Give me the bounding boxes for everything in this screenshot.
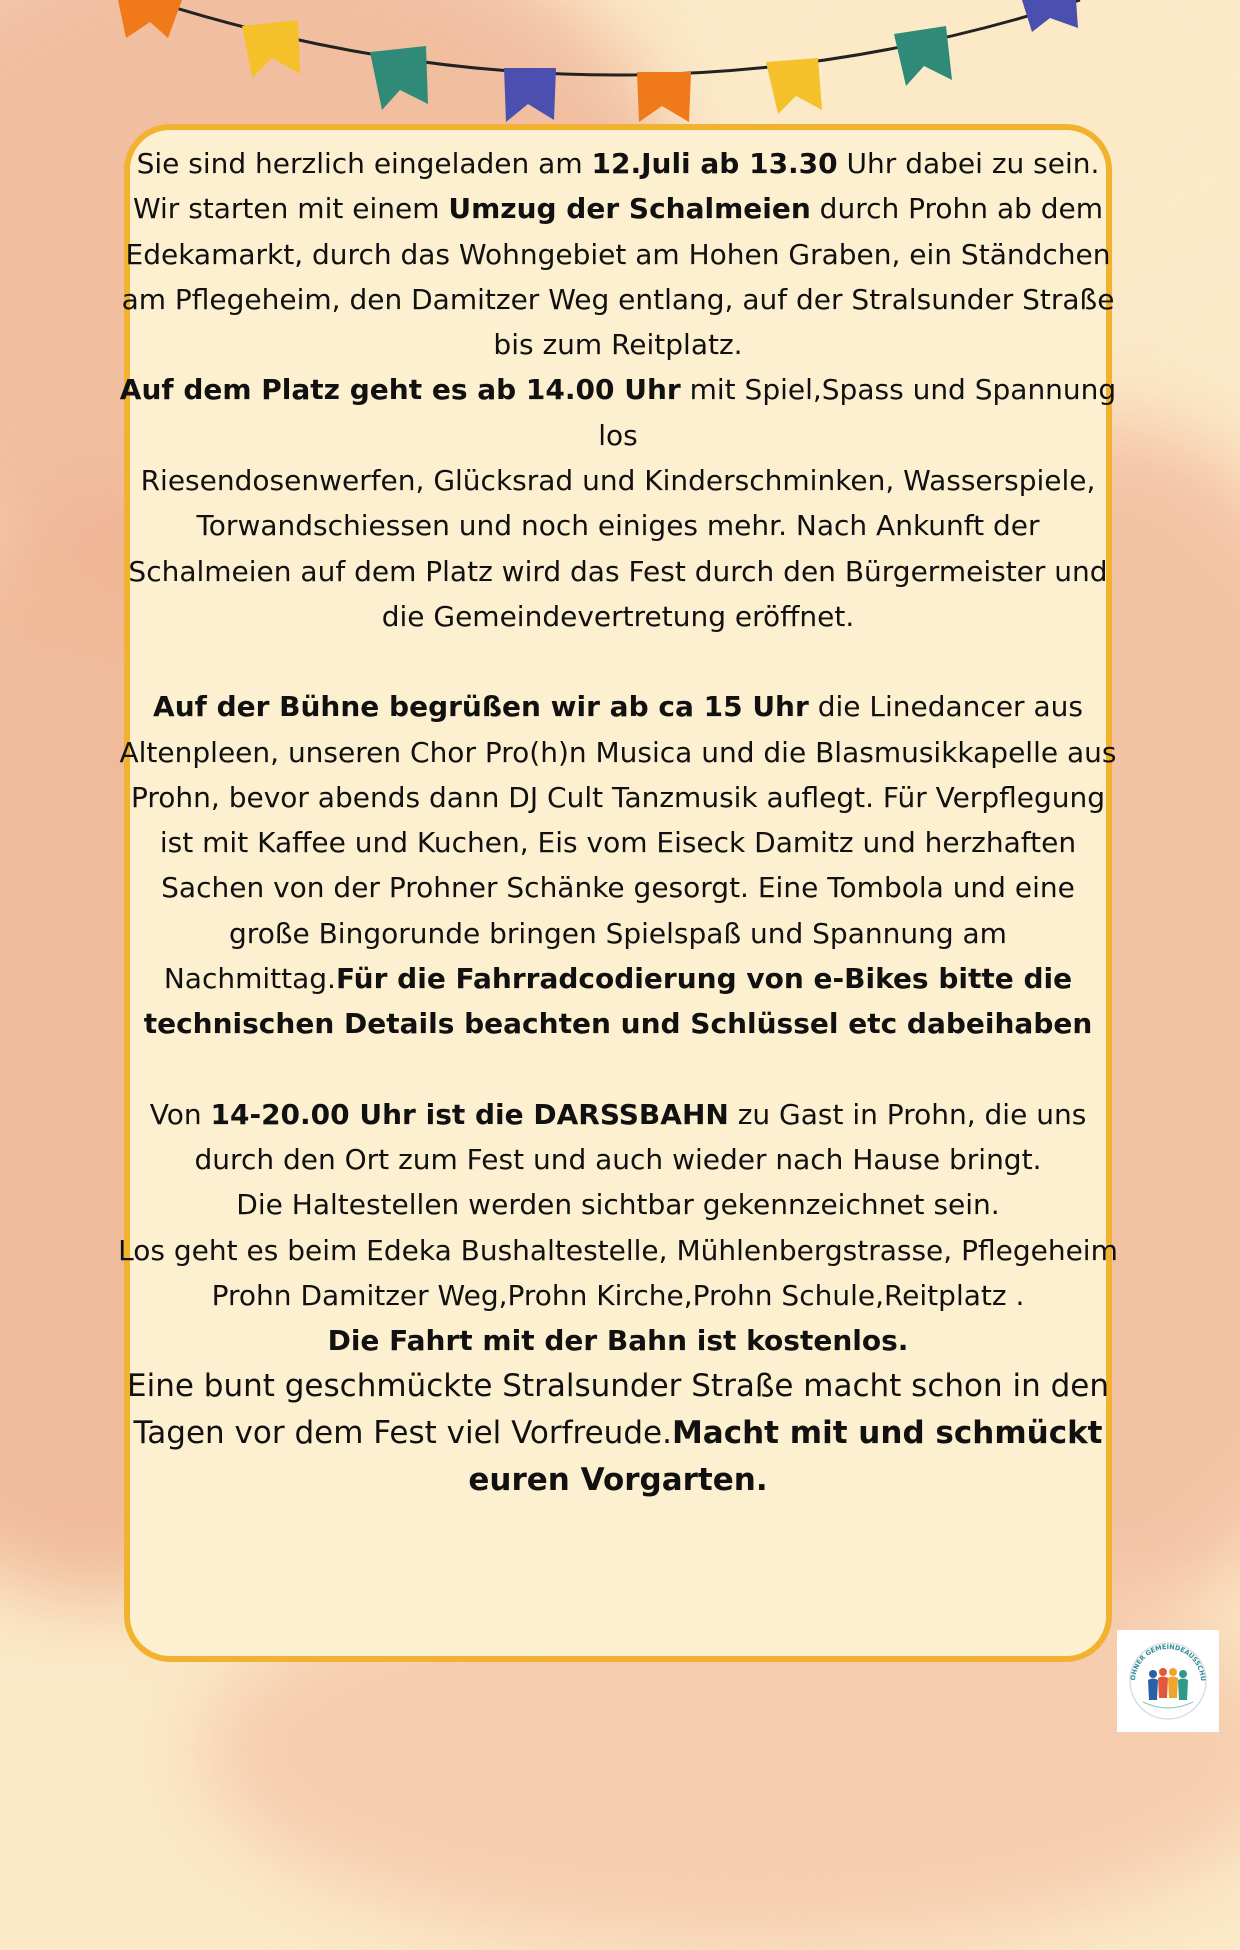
bunting-flag: [637, 72, 691, 122]
paragraph-stops-note: Die Haltestellen werden sichtbar gekennzeichnet sein.: [236, 1188, 1000, 1222]
community-people-logo-icon: [1117, 1630, 1219, 1732]
bunting-flag: [242, 20, 300, 78]
bunting-flag: [370, 46, 428, 110]
invitation-text: [118, 141, 1118, 1504]
paragraph-invitation: Sie sind herzlich eingeladen am 12.Juli ab 13.30 Uhr dabei zu sein.: [136, 147, 1100, 180]
organizer-logo: [1117, 1630, 1219, 1732]
bunting-flag: [894, 26, 952, 86]
paragraph-decorate: Eine bunt geschmückte Stralsunder Straße macht schon in den Tagen vor dem Fest viel Vorfreude.Macht mit und schmückt euren Vorgarten.: [127, 1368, 1109, 1499]
bunting-flag: [118, 0, 182, 38]
bunting-flag: [766, 58, 822, 114]
paragraph-activities: Riesendosenwerfen, Glücksrad und Kinderschminken, Wasserspiele, Torwandschiessen und noch einiges mehr. Nach Ankunft der Schalmeien auf dem Platz wird das Fest durch den Bürgermeister und die Gemeindevertretung eröffnet.: [128, 464, 1108, 633]
bunting-flag: [504, 68, 556, 122]
spacer: [118, 639, 1118, 684]
paragraph-train: Von 14-20.00 Uhr ist die DARSSBAHN zu Gast in Prohn, die uns durch den Ort zum Fest und auch wieder nach Hause bringt.: [149, 1097, 1087, 1176]
logo-text: OHNER GEMEINDEAUSSCHU: [1128, 1642, 1208, 1682]
spacer: [118, 1047, 1118, 1092]
bunting-flag: [1022, 0, 1078, 32]
bunting-garland: [0, 0, 1240, 140]
paragraph-stops-list: Los geht es beim Edeka Bushaltestelle, Mühlenbergstrasse, Pflegeheim Prohn Damitzer Weg,Prohn Kirche,Prohn Schule,Reitplatz .: [118, 1233, 1118, 1312]
paragraph-games: Auf dem Platz geht es ab 14.00 Uhr mit Spiel,Spass und Spannung los: [119, 373, 1117, 452]
paragraph-free-ride: Die Fahrt mit der Bahn ist kostenlos.: [327, 1324, 909, 1358]
paragraph-parade: Wir starten mit einem Umzug der Schalmeien durch Prohn ab dem Edekamarkt, durch das Wohngebiet am Hohen Graben, ein Ständchen am Pflegeheim, den Damitzer Weg entlang, auf der Stralsunder Straße bis zum Reitplatz.: [121, 192, 1115, 362]
paragraph-stage: Auf der Bühne begrüßen wir ab ca 15 Uhr die Linedancer aus Altenpleen, unseren Chor Pro(h)n Musica und die Blasmusikkapelle aus Prohn, bevor abends dann DJ Cult Tanzmusik auflegt. Für Verpflegung ist mit Kaffee und Kuchen, Eis vom Eiseck Damitz und herzhaften Sachen von der Prohner Schänke gesorgt. Eine Tombola und eine große Bingorunde bringen Spielspaß und Spannung am Nachmittag.Für die Fahrradcodierung von e-Bikes bitte die technischen Details beachten und Schlüssel etc dabeihaben: [119, 690, 1117, 1041]
